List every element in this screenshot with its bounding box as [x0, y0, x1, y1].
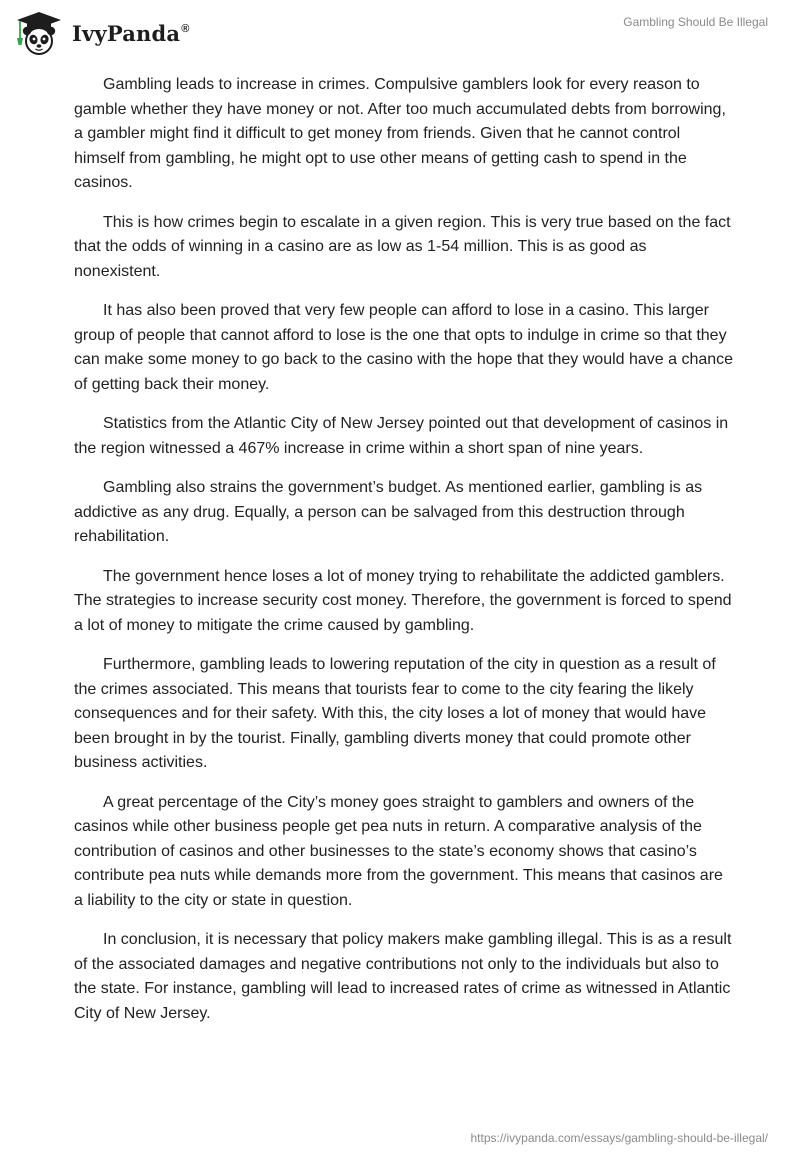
document-title: Gambling Should Be Illegal: [623, 15, 768, 29]
paragraph: It has also been proved that very few people can afford to lose in a casino. This larger group of people that cannot afford to lose is the one that opts to indulge in crime so that they can make some money to go back to the casino with the hope that they would have a chance of getting back their money.: [74, 302, 734, 393]
paragraph: This is how crimes begin to escalate in a given region. This is very true based on the fact that the odds of winning in a casino are as low as 1-54 million. This is as good as nonexistent.: [74, 213, 731, 280]
registered-mark: ®: [181, 22, 190, 35]
paragraph: Furthermore, gambling leads to lowering reputation of the city in question as a result of the crimes associated. This means that tourists fear to come to the city fearing the likely consequences and for their safety. With this, the city loses a lot of money that would have been brought in by the tourist. Finally, gambling diverts money that could promote other business activities.: [74, 656, 716, 771]
ivypanda-logo[interactable]: [14, 10, 190, 56]
paragraph: Statistics from the Atlantic City of New Jersey pointed out that development of casinos in the region witnessed a 467% increase in crime within a short span of nine years.: [74, 415, 729, 457]
paragraph: Gambling also strains the government’s budget. As mentioned earlier, gambling is as addictive as any drug. Equally, a person can be salvaged from this destruction through rehabilitation.: [74, 479, 703, 545]
essay-body: [74, 73, 734, 1041]
paragraph: Gambling leads to increase in crimes. Compulsive gamblers look for every reason to gamble whether they have money or not. After too much accumulated debts from borrowing, a gambler might find it difficult to get money from friends. Given that he cannot control himself from gambling, he might opt to use other means of getting cash to spend in the casinos.: [74, 76, 726, 191]
paragraph: In conclusion, it is necessary that policy makers make gambling illegal. This is as a result of the associated damages and negative contributions not only to the individuals but also to the state. For instance, gambling will lead to increased rates of crime as witnessed in Atlantic City of New Jersey.: [74, 931, 732, 1022]
brand-name: IvyPanda®: [72, 20, 190, 46]
panda-graduate-icon: [14, 10, 64, 56]
paragraph: The government hence loses a lot of money trying to rehabilitate the addicted gamblers. The strategies to increase security cost money. Therefore, the government is forced to spend a lot of money to mitigate the crime caused by gambling.: [74, 567, 732, 634]
source-url[interactable]: https://ivypanda.com/essays/gambling-should-be-illegal/: [470, 1131, 768, 1145]
paragraph: A great percentage of the City’s money goes straight to gamblers and owners of the casinos while other business people get pea nuts in return. A comparative analysis of the contribution of casinos and other businesses to the state’s economy shows that casino’s contribute pea nuts while demands more from the government. This means that casinos are a liability to the city or state in question.: [74, 793, 723, 909]
